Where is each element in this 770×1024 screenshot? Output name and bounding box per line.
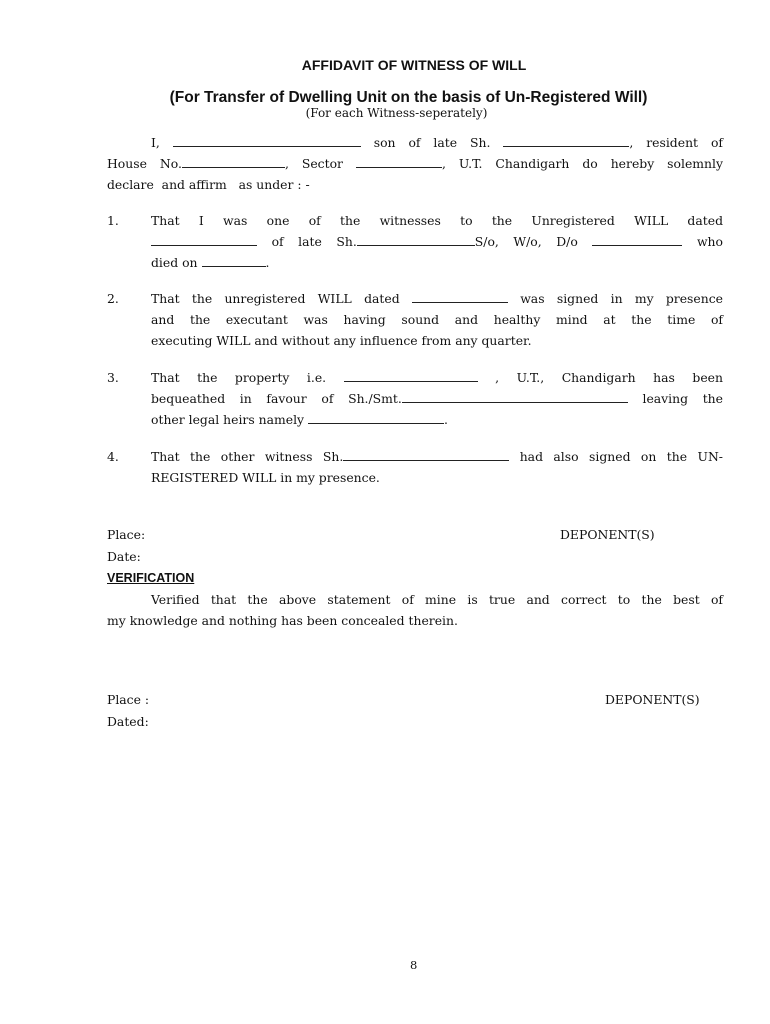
chandigarh-been-text: , U.T., Chandigarh has been	[495, 370, 723, 385]
other-witness-blank	[343, 449, 509, 461]
late-sh-label: of late Sh.	[271, 234, 357, 249]
house-group	[107, 156, 343, 171]
property-label: That the property i.e.	[151, 370, 327, 385]
intro-resident-label: , resident of	[629, 135, 723, 150]
chandigarh-text: , U.T. Chandigarh do hereby solemnly	[441, 156, 723, 171]
father-name-blank	[503, 135, 629, 147]
item-1-line-2	[151, 234, 723, 249]
deponent-label: DEPONENT(S)	[560, 527, 655, 542]
intro-son-of-label: son of late Sh.	[373, 135, 491, 150]
who-label: who	[696, 234, 723, 249]
intro-line-3: declare and affirm as under : -	[107, 177, 310, 192]
house-no-label: House No.	[107, 156, 182, 171]
dated-label: Dated:	[107, 714, 149, 729]
place-label: Place :	[107, 692, 150, 707]
signed-presence-text: was signed in my presence	[520, 291, 723, 306]
beneficiary-blank	[402, 391, 628, 403]
bequeathed-label: bequeathed in favour of Sh./Smt.	[151, 391, 402, 406]
item-3-line-1	[151, 370, 723, 385]
document-title: AFFIDAVIT OF WITNESS OF WILL	[301, 57, 527, 73]
item-4-line-2: REGISTERED WILL in my presence.	[151, 470, 380, 485]
sector-blank	[356, 156, 442, 168]
item-1-line-1: That I was one of the witnesses to the Unregistered WILL dated	[151, 213, 723, 228]
legal-heirs-blank	[308, 412, 444, 424]
page-number: 8	[410, 958, 418, 972]
item-1-line-3	[151, 255, 269, 270]
relation-name-blank	[592, 234, 682, 246]
document-subtitle: (For Transfer of Dwelling Unit on the basis of Un-Registered Will)	[169, 89, 648, 106]
place-label: Place:	[107, 527, 146, 542]
name-blank	[173, 135, 361, 147]
sector-label: , Sector	[284, 156, 343, 171]
item-number: 4.	[107, 449, 119, 464]
intro-father-group	[503, 135, 723, 150]
intro-line-1	[151, 135, 723, 150]
verification-line-2: my knowledge and nothing has been concealed therein.	[107, 613, 458, 628]
testator-name-blank	[357, 234, 475, 246]
will-date-blank	[151, 234, 257, 246]
died-on-label: died on	[151, 255, 198, 270]
will-dated-blank	[412, 291, 508, 303]
property-blank	[344, 370, 478, 382]
item-number: 3.	[107, 370, 119, 385]
item-number: 2.	[107, 291, 119, 306]
period: .	[444, 412, 448, 427]
item-2-line-1	[151, 291, 723, 306]
sector-group	[356, 156, 723, 171]
deponent-label: DEPONENT(S)	[605, 692, 700, 707]
also-signed-text: had also signed on the UN-	[519, 449, 723, 464]
intro-line-2	[107, 156, 723, 171]
late-sh-group	[272, 234, 578, 249]
leaving-the-text: leaving the	[642, 391, 723, 406]
item-2-line-2: and the executant was having sound and healthy mind at the time of	[151, 312, 723, 327]
verification-line-1: Verified that the above statement of mine is true and correct to the best of	[151, 592, 723, 607]
item-3-line-3	[151, 412, 448, 427]
witness-note: (For each Witness-seperately)	[305, 106, 488, 120]
item-2-line-3: executing WILL and without any influence from any quarter.	[151, 333, 532, 348]
date-label: Date:	[107, 549, 141, 564]
other-witness-label: That the other witness Sh.	[151, 449, 344, 464]
intro-pronoun: I,	[151, 135, 160, 150]
other-witness-group	[151, 449, 509, 464]
verification-heading: VERIFICATION	[107, 571, 195, 585]
will-dated-label: That the unregistered WILL dated	[151, 291, 400, 306]
legal-heirs-label: other legal heirs namely	[151, 412, 305, 427]
period: .	[265, 255, 270, 270]
relation-label: S/o, W/o, D/o	[474, 234, 578, 249]
death-date-blank	[202, 255, 266, 267]
item-number: 1.	[107, 213, 119, 228]
item-4-line-1	[151, 449, 723, 464]
bequeathed-group	[151, 391, 628, 406]
house-no-blank	[182, 156, 285, 168]
item-3-line-2	[151, 391, 723, 406]
